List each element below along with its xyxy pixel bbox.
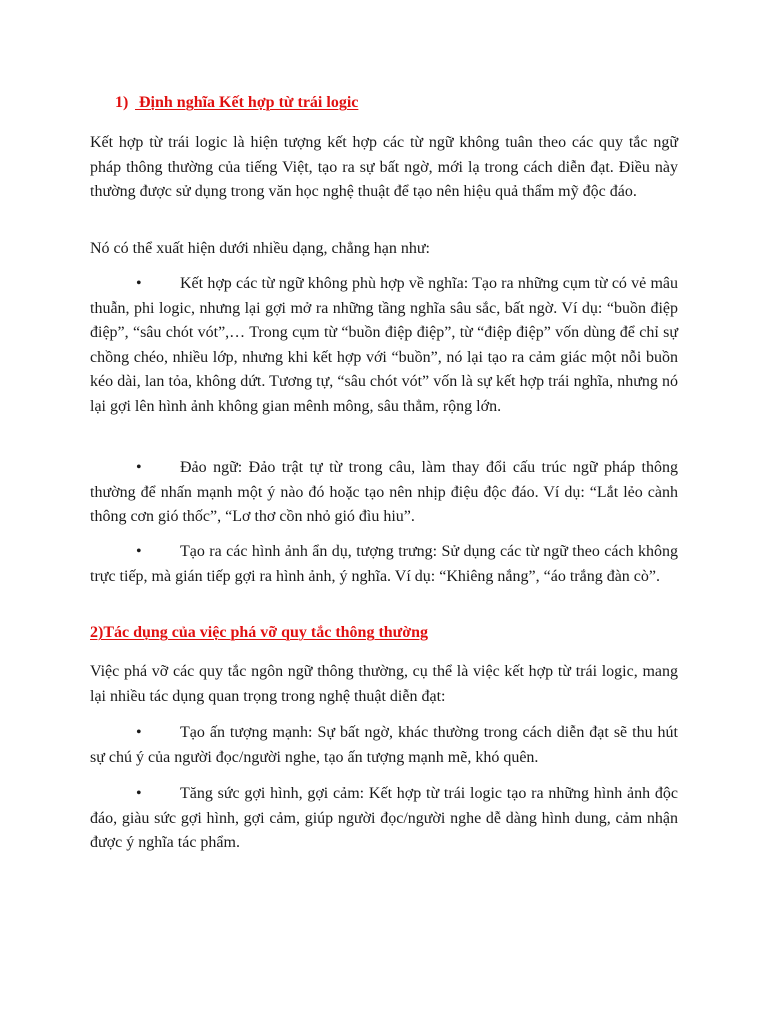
bullet-text: Tạo ra các hình ảnh ẩn dụ, tượng trưng: Sử dụng các từ ngữ theo cách không trực tiếp, mà gián tiếp gợi ra hình ảnh, ý nghĩa. Ví dụ: “Khiêng nắng”, “áo trắng đàn cò”. [90,543,678,585]
section-1-bullet-3 [90,540,678,589]
bullet-text: Kết hợp các từ ngữ không phù hợp về nghĩa: Tạo ra những cụm từ có vẻ mâu thuẫn, phi logic, nhưng lại gợi mở ra những tầng nghĩa sâu sắc, bất ngờ. Ví dụ: “buồn điệp điệp”, “sâu chót vót”,… Trong cụm từ “buồn điệp điệp”, từ “điệp điệp” vốn dùng để chỉ sự chồng chéo, nhiều lớp, nhưng khi kết hợp với “buồn”, nó lại tạo ra cảm giác một nỗi buồn kéo dài, lan tỏa, không dứt. Tương tự, “sâu chót vót” vốn là sự kết hợp trái nghĩa, nhưng nó lại gợi lên hình ảnh không gian mênh mông, sâu thẳm, rộng lớn. [90,275,678,415]
section-2-heading: 2)Tác dụng của việc phá vỡ quy tắc thông thường [90,624,429,641]
section-2-intro: Việc phá vỡ các quy tắc ngôn ngữ thông thường, cụ thể là việc kết hợp từ trái logic, mang lại nhiều tác dụng quan trọng trong nghệ thuật diễn đạt: [90,663,678,705]
section-1-lead: Nó có thể xuất hiện dưới nhiều dạng, chẳng hạn như: [90,240,430,257]
bullet-icon: • [136,543,142,560]
section-1-bullet-1 [90,272,678,419]
section-2-bullet-1 [90,721,678,770]
section-1-intro: Kết hợp từ trái logic là hiện tượng kết hợp các từ ngữ không tuân theo các quy tắc ngữ pháp thông thường của tiếng Việt, tạo ra sự bất ngờ, mới lạ trong cách diễn đạt. Điều này thường được sử dụng trong văn học nghệ thuật để tạo nên hiệu quả thẩm mỹ độc đáo. [90,134,678,200]
bullet-icon: • [136,785,142,802]
section-1-number: 1) [115,94,129,111]
bullet-icon: • [136,275,142,292]
bullet-text: Đảo ngữ: Đảo trật tự từ trong câu, làm thay đổi cấu trúc ngữ pháp thông thường để nhấn mạnh một ý nào đó hoặc tạo nên nhịp điệu độc đáo. Ví dụ: “Lắt lẻo cành thông cơn gió thốc”, “Lơ thơ cồn nhỏ gió đìu hiu”. [90,459,678,525]
bullet-icon: • [136,459,142,476]
bullet-text: Tăng sức gợi hình, gợi cảm: Kết hợp từ trái logic tạo ra những hình ảnh độc đáo, giàu sức gợi hình, gợi cảm, giúp người đọc/người nghe dễ dàng hình dung, cảm nhận được ý nghĩa tác phẩm. [90,785,678,851]
section-2-bullet-2 [90,782,678,856]
bullet-text: Tạo ấn tượng mạnh: Sự bất ngờ, khác thường trong cách diễn đạt sẽ thu hút sự chú ý của người đọc/người nghe, tạo ấn tượng mạnh mẽ, khó quên. [90,724,678,766]
bullet-icon: • [136,724,142,741]
section-1-heading [115,94,358,112]
section-1-bullet-2 [90,456,678,530]
section-1-title: Định nghĩa Kết hợp từ trái logic [139,94,359,111]
